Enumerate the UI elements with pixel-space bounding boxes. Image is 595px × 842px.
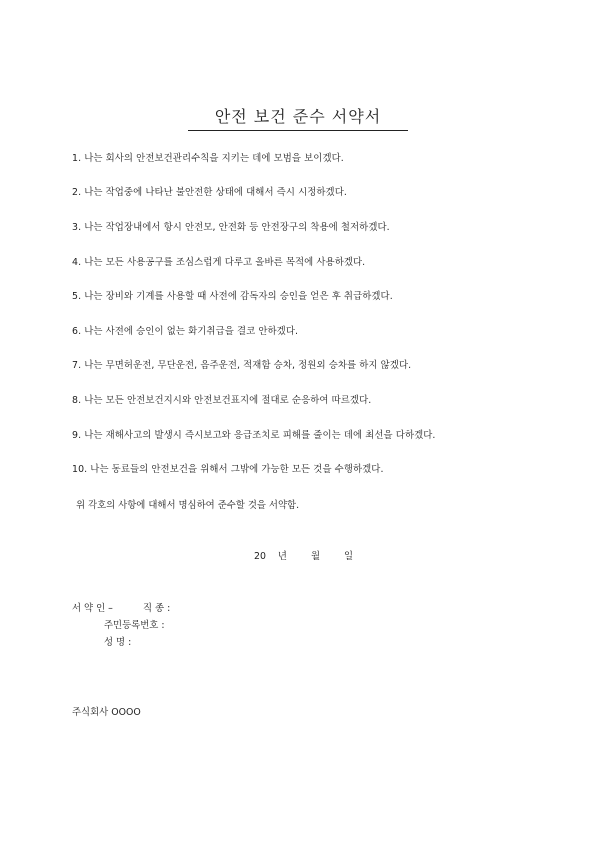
company-name: 주식회사 OOOO: [72, 707, 141, 718]
pledge-item-9: 9. 나는 재해사고의 발생시 즉시보고와 응급조치로 피해를 줄이는 데에 최선을 다하겠다.: [72, 430, 436, 441]
pledge-item-1: 1. 나는 회사의 안전보건관리수칙을 지키는 데에 모범을 보이겠다.: [72, 153, 344, 164]
signer-label: 서 약 인 –: [72, 603, 113, 614]
signer-id-label: 주민등록번호 :: [104, 620, 165, 631]
closing-statement: 위 각호의 사항에 대해서 명심하여 준수할 것을 서약함.: [76, 500, 300, 511]
pledge-item-7: 7. 나는 무면허운전, 무단운전, 음주운전, 적재함 승차, 정원외 승차를 하지 않겠다.: [72, 360, 412, 371]
pledge-item-8: 8. 나는 모든 안전보건지시와 안전보건표지에 절대로 순응하여 따르겠다.: [72, 395, 372, 406]
pledge-item-3: 3. 나는 작업장내에서 항시 안전모, 안전화 등 안전장구의 착용에 철저하겠다.: [72, 222, 390, 233]
signer-position-label: 직 종 :: [143, 603, 171, 614]
signer-name-label: 성 명 :: [104, 637, 132, 648]
pledge-item-10: 10. 나는 동료들의 안전보건을 위해서 그밖에 가능한 모든 것을 수행하겠다.: [72, 464, 384, 475]
pledge-item-2: 2. 나는 작업중에 나타난 불안전한 상태에 대해서 즉시 시정하겠다.: [72, 187, 347, 198]
date-year-label: 년: [277, 551, 287, 562]
document-title: 안전 보건 준수 서약서: [188, 104, 408, 131]
date-month-label: 월: [310, 551, 320, 562]
pledge-item-6: 6. 나는 사전에 승인이 없는 화기취급을 결코 안하겠다.: [72, 326, 299, 337]
date-year-prefix: 20: [254, 551, 266, 562]
date-day-label: 일: [343, 551, 354, 562]
pledge-item-5: 5. 나는 장비와 기계를 사용할 때 사전에 감독자의 승인을 얻은 후 취급하겠다.: [72, 291, 393, 302]
pledge-item-4: 4. 나는 모든 사용공구를 조심스럽게 다루고 올바른 목적에 사용하겠다.: [72, 257, 366, 268]
date-line: [254, 548, 353, 562]
